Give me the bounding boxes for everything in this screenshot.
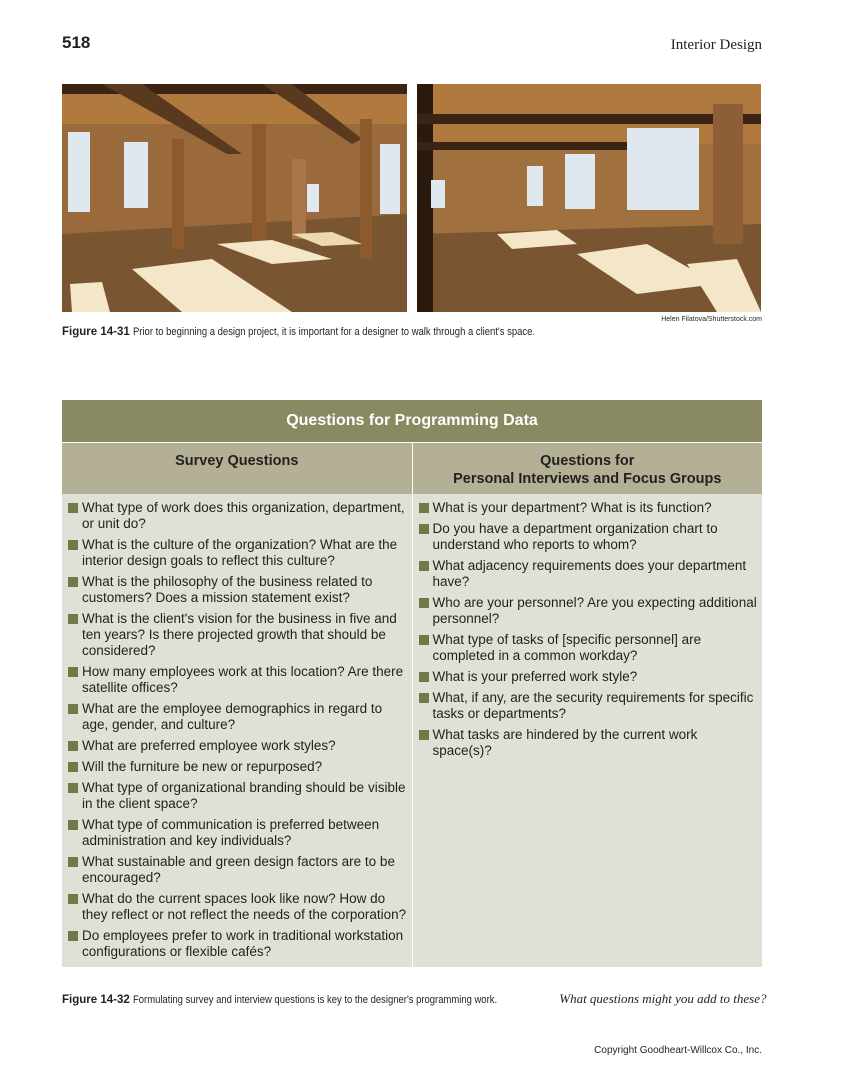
- figure-caption-text: Prior to beginning a design project, it is important for a designer to walk through a client's space.: [132, 326, 535, 338]
- square-bullet-icon: [419, 730, 429, 740]
- question-item: [68, 928, 408, 960]
- table-title: Questions for Programming Data: [62, 400, 762, 443]
- loft-interior-illustration-left: [62, 84, 407, 312]
- question-item: [419, 500, 759, 516]
- figure-14-31-caption: [62, 326, 600, 338]
- question-text: What are the employee demographics in regard to age, gender, and culture?: [82, 700, 383, 732]
- question-text: What are preferred employee work styles?: [82, 737, 336, 753]
- interview-questions-cell: [412, 494, 762, 967]
- square-bullet-icon: [68, 931, 78, 941]
- window: [124, 142, 148, 208]
- column-heading-line: Personal Interviews and Focus Groups: [453, 471, 722, 487]
- column-heading-line: Survey Questions: [175, 453, 299, 469]
- question-item: [68, 738, 408, 754]
- square-bullet-icon: [68, 820, 78, 830]
- square-bullet-icon: [419, 598, 429, 608]
- interview-questions-list: [419, 500, 759, 759]
- square-bullet-icon: [68, 741, 78, 751]
- square-bullet-icon: [68, 503, 78, 513]
- window: [627, 128, 699, 210]
- question-item: [419, 558, 759, 590]
- window: [431, 180, 445, 208]
- square-bullet-icon: [68, 783, 78, 793]
- figure-caption-question: What questions might you add to these?: [559, 991, 767, 1006]
- question-item: [68, 611, 408, 659]
- question-text: What sustainable and green design factors are to be encouraged?: [82, 853, 395, 885]
- loft-photo-left: [62, 84, 407, 312]
- photo-credit: Helen Filatova/Shutterstock.com: [661, 316, 762, 323]
- question-item: [419, 690, 759, 722]
- question-item: [68, 574, 408, 606]
- question-text: What type of communication is preferred between administration and key individuals?: [82, 816, 380, 848]
- question-text: What tasks are hindered by the current work space(s)?: [432, 726, 698, 758]
- square-bullet-icon: [419, 635, 429, 645]
- question-text: What adjacency requirements does your department have?: [432, 557, 747, 589]
- window: [307, 184, 319, 212]
- window: [527, 166, 543, 206]
- square-bullet-icon: [68, 614, 78, 624]
- question-text: What type of tasks of [specific personnel] are completed in a common workday?: [432, 631, 702, 663]
- window: [68, 132, 90, 212]
- question-text: What type of work does this organization, department, or unit do?: [82, 499, 405, 531]
- question-text: Who are your personnel? Are you expecting additional personnel?: [432, 594, 757, 626]
- column-heading-interviews: [412, 443, 762, 494]
- question-text: What is the client's vision for the business in five and ten years? Is there projected growth that should be considered?: [82, 610, 397, 658]
- square-bullet-icon: [419, 524, 429, 534]
- question-text: How many employees work at this location? Are there satellite offices?: [82, 663, 404, 695]
- column-heading-survey: [62, 443, 412, 494]
- question-text: What is the culture of the organization? What are the interior design goals to reflect this culture?: [82, 536, 398, 568]
- question-item: [419, 521, 759, 553]
- question-item: [419, 669, 759, 685]
- question-text: Do you have a department organization chart to understand who reports to whom?: [432, 520, 718, 552]
- window: [380, 144, 400, 214]
- survey-questions-list: [68, 500, 408, 960]
- figure-label: Figure 14-31: [62, 326, 130, 338]
- figure-label: Figure 14-32: [62, 994, 130, 1006]
- square-bullet-icon: [419, 672, 429, 682]
- question-item: [68, 759, 408, 775]
- question-item: [68, 701, 408, 733]
- square-bullet-icon: [68, 577, 78, 587]
- square-bullet-icon: [68, 704, 78, 714]
- question-item: [419, 595, 759, 627]
- square-bullet-icon: [419, 693, 429, 703]
- question-item: [68, 891, 408, 923]
- question-text: What is the philosophy of the business related to customers? Does a mission statement exist?: [82, 573, 373, 605]
- page-number: 518: [62, 33, 91, 52]
- wood-column: [360, 119, 372, 259]
- question-item: [68, 500, 408, 532]
- question-item: [68, 537, 408, 569]
- square-bullet-icon: [68, 762, 78, 772]
- wood-column: [252, 124, 266, 252]
- question-item: [68, 817, 408, 849]
- square-bullet-icon: [419, 561, 429, 571]
- window: [565, 154, 595, 209]
- question-text: What do the current spaces look like now? How do they reflect or not reflect the needs of the corporation?: [82, 890, 407, 922]
- question-text: What is your preferred work style?: [432, 668, 638, 684]
- figure-caption-text: Formulating survey and interview questions is key to the designer's programming work.: [132, 994, 497, 1006]
- question-item: [419, 727, 759, 759]
- figure-14-32-caption: [62, 991, 767, 1007]
- square-bullet-icon: [419, 503, 429, 513]
- ceiling-beam: [417, 114, 761, 124]
- question-item: [419, 632, 759, 664]
- question-item: [68, 854, 408, 886]
- column-heading-line: Questions for: [540, 453, 635, 469]
- square-bullet-icon: [68, 857, 78, 867]
- square-bullet-icon: [68, 894, 78, 904]
- wood-column: [172, 139, 184, 249]
- square-bullet-icon: [68, 667, 78, 677]
- loft-photo-right: [417, 84, 761, 312]
- question-text: Will the furniture be new or repurposed?: [82, 758, 323, 774]
- question-item: [68, 780, 408, 812]
- brick-pier: [292, 159, 306, 239]
- brick-pier: [713, 104, 743, 244]
- question-text: Do employees prefer to work in traditional workstation configurations or flexible cafés?: [82, 927, 404, 959]
- copyright-notice: Copyright Goodheart-Willcox Co., Inc.: [594, 1045, 762, 1056]
- question-item: [68, 664, 408, 696]
- question-text: What type of organizational branding should be visible in the client space?: [82, 779, 406, 811]
- survey-questions-cell: [62, 494, 412, 967]
- question-text: What is your department? What is its function?: [432, 499, 712, 515]
- question-text: What, if any, are the security requirements for specific tasks or departments?: [432, 689, 754, 721]
- loft-interior-illustration-right: [417, 84, 761, 312]
- programming-questions-table: [62, 400, 762, 967]
- running-head-title: Interior Design: [670, 37, 762, 53]
- square-bullet-icon: [68, 540, 78, 550]
